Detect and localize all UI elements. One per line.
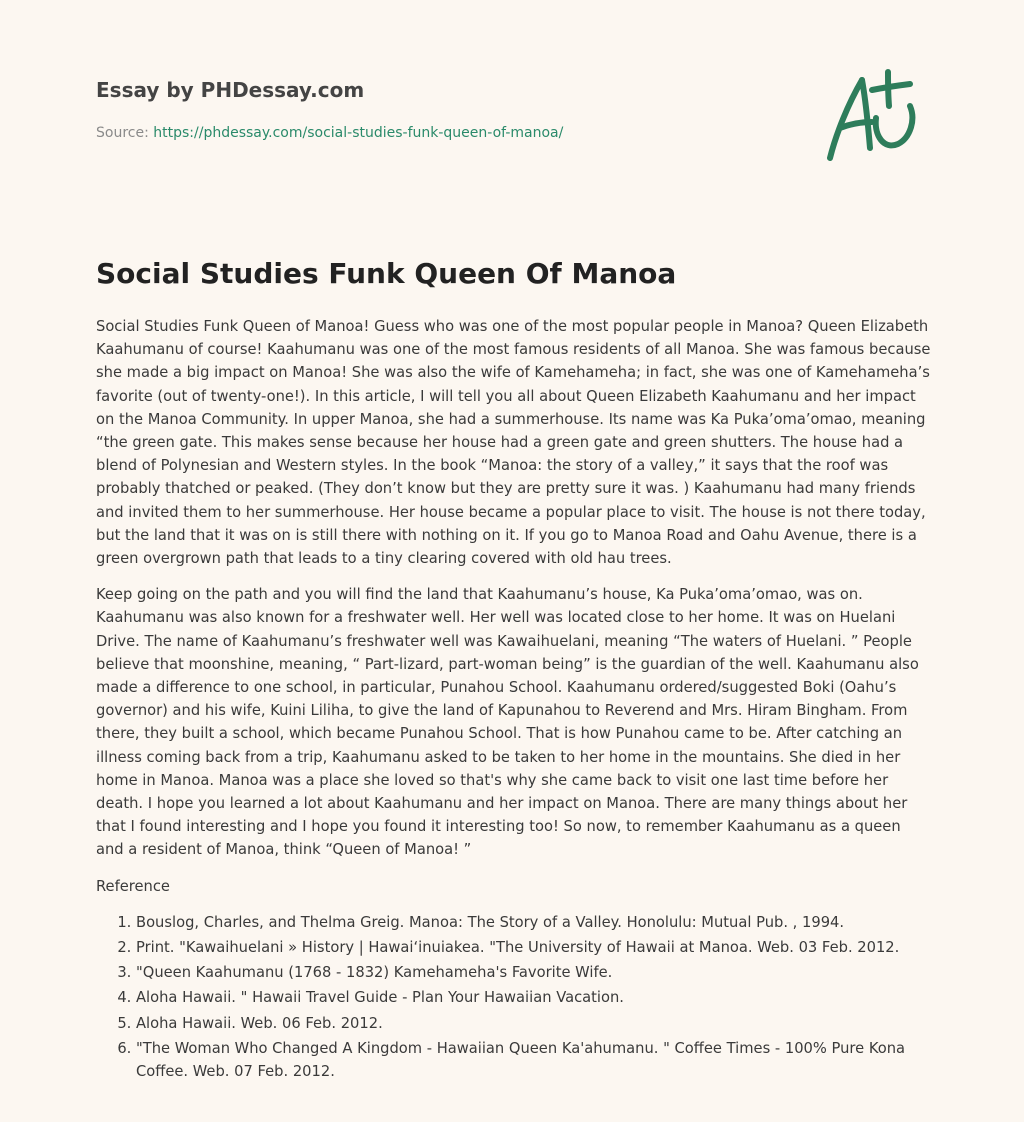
reference-heading: Reference <box>96 877 170 895</box>
source-label: Source: <box>96 125 154 141</box>
site-title: Essay by PHDessay.com <box>96 78 365 102</box>
essay-body <box>96 315 932 1085</box>
essay-title: Social Studies Funk Queen Of Manoa <box>96 257 677 290</box>
reference-item: 1. Bouslog, Charles, and Thelma Greig. Manoa: The Story of a Valley. Honolulu: Mutual Pub. , 1994. <box>136 911 932 934</box>
reference-item: 3. "Queen Kaahumanu (1768 - 1832) Kamehameha's Favorite Wife. <box>136 961 932 984</box>
essay-paragraph: Keep going on the path and you will find the land that Kaahumanu’s house, Ka Puka’oma’omao, was on. Kaahumanu was also known for a freshwater well. Her well was located close to her home. It was on Huelani Drive. The name of Kaahumanu’s freshwater well was Kawaihuelani, meaning “The waters of Huelani. ” People believe that moonshine, meaning, “ Part-lizard, part-woman being” is the guardian of the well. Kaahumanu also made a difference to one school, in particular, Punahou School. Kaahumanu ordered/suggested Boki (Oahu’s governor) and his wife, Kuini Liliha, to give the land of Kapunahou to Reverend and Mrs. Hiram Bingham. From there, they built a school, which became Punahou School. That is how Punahou came to be. After catching an illness coming back from a trip, Kaahumanu asked to be taken to her home in the mountains. She died in her home in Manoa. Manoa was a place she loved so that's why she came back to visit one last time before her death. I hope you learned a lot about Kaahumanu and her impact on Manoa. There are many things about her that I found interesting and I hope you found it interesting too! So now, to remember Kaahumanu as a queen and a resident of Manoa, think “Queen of Manoa! ” <box>96 586 919 859</box>
source-line <box>96 124 563 142</box>
a-plus-logo-icon <box>818 62 930 172</box>
reference-list <box>96 911 932 1083</box>
reference-item: 5. Aloha Hawaii. Web. 06 Feb. 2012. <box>136 1012 932 1035</box>
reference-item: 4. Aloha Hawaii. " Hawaii Travel Guide - Plan Your Hawaiian Vacation. <box>136 986 932 1009</box>
reference-item: 6. "The Woman Who Changed A Kingdom - Hawaiian Queen Ka'ahumanu. " Coffee Times - 100% Pure Kona Coffee. Web. 07 Feb. 2012. <box>136 1037 932 1083</box>
source-link[interactable]: https://phdessay.com/social-studies-funk-queen-of-manoa/ <box>153 125 564 141</box>
essay-paragraph: Social Studies Funk Queen of Manoa! Guess who was one of the most popular people in Manoa? Queen Elizabeth Kaahumanu of course! Kaahumanu was one of the most famous residents of all Manoa. She was famous because she made a big impact on Manoa! She was also the wife of Kamehameha; in fact, she was one of Kamehameha’s favorite (out of twenty-one!). In this article, I will tell you all about Queen Elizabeth Kaahumanu and her impact on the Manoa Community. In upper Manoa, she had a summerhouse. Its name was Ka Puka’oma’omao, meaning “the green gate. This makes sense because her house had a green gate and green shutters. The house had a blend of Polynesian and Western styles. In the book “Manoa: the story of a valley,” it says that the roof was probably thatched or peaked. (They don’t know but they are pretty sure it was. ) Kaahumanu had many friends and invited them to her summerhouse. Her house became a popular place to visit. The house is not there today, but the land that it was on is still there with nothing on it. If you go to Manoa Road and Oahu Avenue, there is a green overgrown path that leads to a tiny clearing covered with old hau trees. <box>96 318 931 568</box>
reference-item: 2. Print. "Kawaihuelani » History | Hawai‘inuiakea. "The University of Hawaii at Manoa. Web. 03 Feb. 2012. <box>136 936 932 959</box>
